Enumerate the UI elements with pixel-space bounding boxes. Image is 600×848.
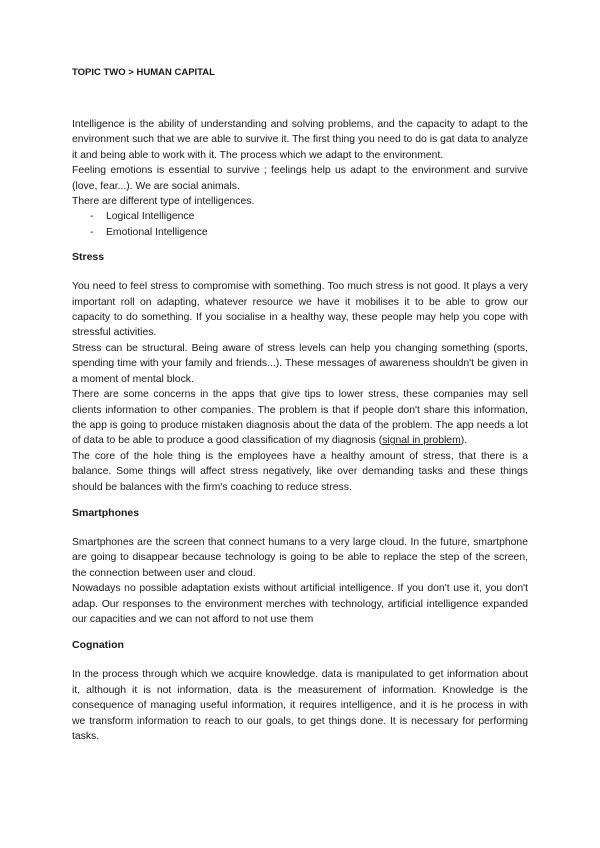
smartphones-heading: Smartphones bbox=[72, 506, 140, 519]
list-item-text: Emotional Intelligence bbox=[106, 226, 208, 238]
stress-section bbox=[72, 250, 528, 495]
stress-paragraph-1: You need to feel stress to compromise with something. Too much stress is not good. It plays a very important roll on adapting, whatever resource we have it mobilises it to be able to grow our capacity to do something. If you socialise in a healthy way, these people may help you cope with stressful activities. bbox=[72, 281, 528, 339]
underlined-term: signal in problem bbox=[382, 435, 461, 447]
document-body bbox=[72, 66, 528, 744]
intro-section bbox=[72, 117, 528, 240]
list-item-text: Logical Intelligence bbox=[106, 211, 195, 223]
smartphones-section bbox=[72, 506, 528, 627]
intelligence-types-list bbox=[72, 209, 528, 240]
page-title: TOPIC TWO > HUMAN CAPITAL bbox=[72, 67, 215, 78]
intro-paragraph: Intelligence is the ability of understanding and solving problems, and the capacity to adapt to the environment such that we are able to survive it. The first thing you need to do is gat data to analyze it and being able to work with it. The process which we adapt to the environment. bbox=[72, 119, 528, 161]
list-item bbox=[90, 225, 528, 240]
stress-heading: Stress bbox=[72, 251, 105, 264]
cognation-heading: Cognation bbox=[72, 639, 124, 652]
cognation-section bbox=[72, 638, 528, 744]
smartphones-paragraph-1: Smartphones are the screen that connect humans to a very large cloud. In the future, smartphone are going to disappear because technology is going to be able to replace the step of the screen, the connection between user and cloud. bbox=[72, 536, 528, 579]
smartphones-paragraph-2: Nowadays no possible adaptation exists without artificial intelligence. If you don't use it, you don't adap. Our responses to the environment merches with technology, artificial intelligence expanded our capacities and we can not afford to not use them bbox=[72, 583, 528, 625]
bullet-marker: - bbox=[90, 211, 94, 223]
cognation-paragraph-1: In the process through which we acquire knowledge. data is manipulated to get information about it, although it is not information, data is the measurement of information. Knowledge is the consequence of managing useful information, it requires intelligence, and it is he process in with we transform information to reach to our goals, to get things done. It is necessary for performing tasks. bbox=[72, 669, 528, 742]
list-item bbox=[90, 209, 528, 224]
feelings-paragraph: Feeling emotions is essential to survive ; feelings help us adapt to the environment and survive (love, fear...). We are social animals. bbox=[72, 165, 528, 192]
bullet-marker: - bbox=[90, 226, 94, 238]
types-intro: There are different type of intelligences. bbox=[72, 196, 255, 208]
stress-paragraph-3: There are some concerns in the apps that give tips to lower stress, these companies may sell clients information to other companies. The problem is that if people don't share this information, the app is going to produce mistaken diagnosis about the data of the problem. The app needs a lot of data to be able to produce a good classification of my diagnosis (signal in problem). bbox=[72, 389, 528, 447]
stress-paragraph-4: The core of the hole thing is the employees have a healthy amount of stress, that there is a balance. Some things will affect stress negatively, like over demanding tasks and these things should be balances with the firm's coaching to reduce stress. bbox=[72, 450, 528, 493]
stress-paragraph-2: Stress can be structural. Being aware of stress levels can help you changing something (sports, spending time with your family and friends...). These messages of awareness shouldn't be given in a moment of mental block. bbox=[72, 342, 528, 385]
